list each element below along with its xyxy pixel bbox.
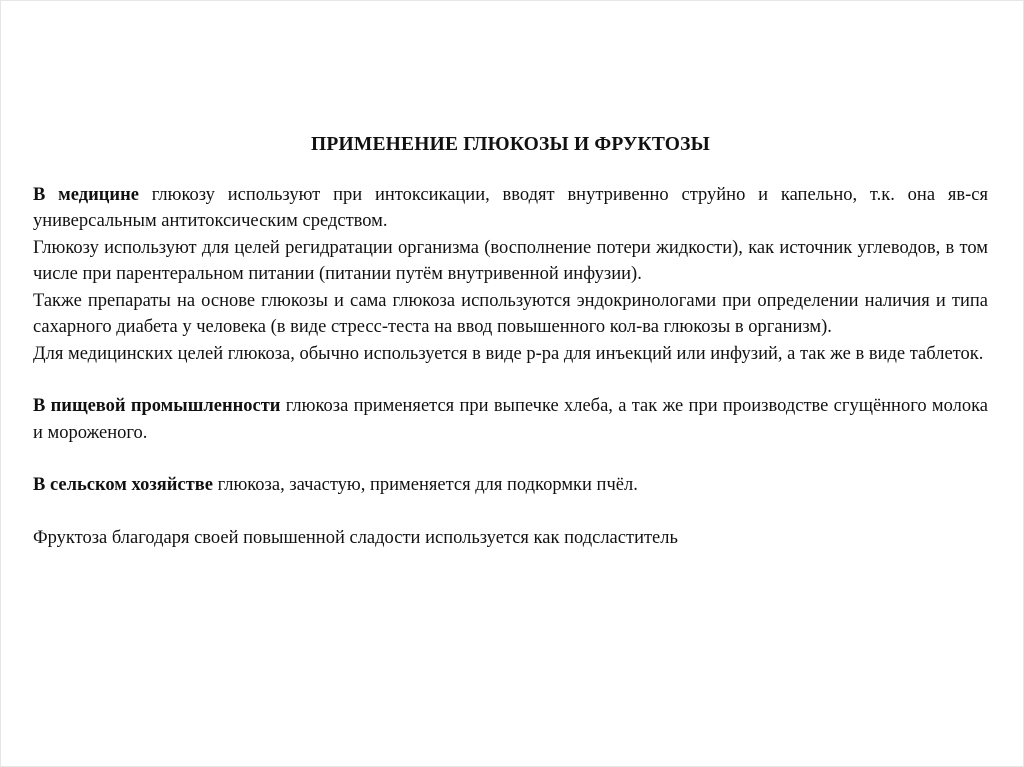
medicine-forms-paragraph: Для медицинских целей глюкоза, обычно используется в виде р-ра для инъекций или инфузий, а так же в виде таблеток. [33, 343, 984, 364]
fructose-paragraph: Фруктоза благодаря своей повышенной сладости используется как подсластитель [33, 527, 678, 548]
agriculture-lead: В сельском хозяйстве [33, 475, 213, 495]
spacer [33, 499, 988, 525]
medicine-lead: В медицине [33, 184, 139, 205]
medicine-text-1: глюкозу используют при интоксикации, вводят внутривенно струйно и капельно, т.к. она яв-ся универсальным антитоксическим средством. [33, 184, 988, 231]
document-body [33, 132, 988, 551]
food-industry-paragraph [33, 393, 988, 446]
food-industry-lead: В пищевой промышленности [33, 396, 281, 416]
agriculture-paragraph [33, 472, 988, 499]
food-industry-text: глюкоза применяется при выпечке хлеба, а так же при производстве сгущённого молока и мороженого. [33, 396, 988, 443]
spacer [33, 367, 988, 393]
document-title: ПРИМЕНЕНИЕ ГЛЮКОЗЫ И ФРУКТОЗЫ [311, 134, 710, 155]
medicine-rehydration-paragraph: Глюкозу используют для целей регидратации организма (восполнение потери жидкости), как источник углеводов, в том числе при парентеральном питании (питании путём внутривенной инфузии). [33, 237, 988, 284]
agriculture-text: глюкоза, зачастую, применяется для подкормки пчёл. [212, 475, 638, 495]
medicine-paragraph [33, 182, 988, 235]
spacer [33, 446, 988, 472]
medicine-endocrinology-paragraph: Также препараты на основе глюкозы и сама глюкоза используются эндокринологами при определении наличия и типа сахарного диабета у человека (в виде стресс-теста на ввод повышенного кол-ва глюкозы в организм). [33, 290, 988, 337]
